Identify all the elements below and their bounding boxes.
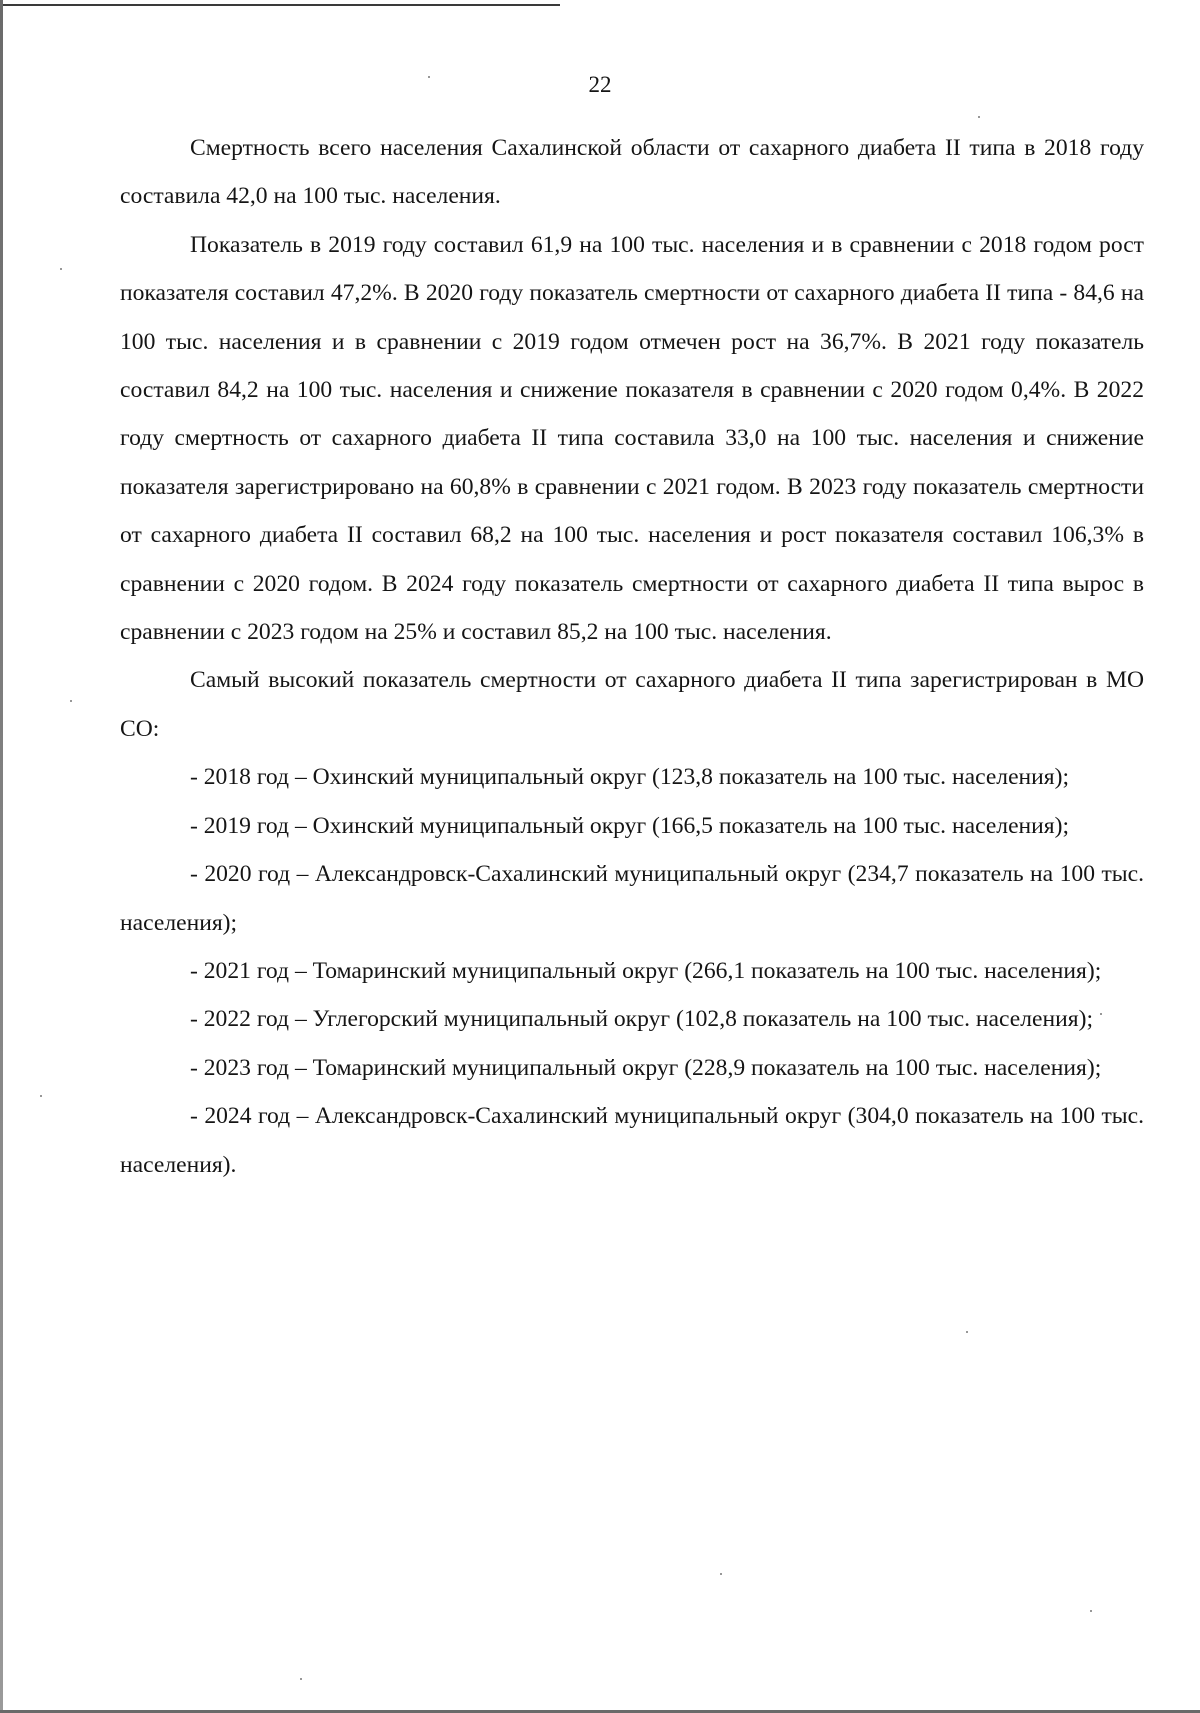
scan-speck xyxy=(60,268,62,270)
scan-speck xyxy=(978,116,980,118)
list-item: - 2018 год – Охинский муниципальный округ (123,8 показатель на 100 тыс. населения); xyxy=(190,764,1070,791)
scan-edge-top xyxy=(0,0,560,6)
scan-speck xyxy=(70,700,72,702)
document-body xyxy=(120,124,1144,1189)
list-item: - 2022 год – Углегорский муниципальный округ (102,8 показатель на 100 тыс. населения); xyxy=(190,1006,1094,1033)
list-item: - 2024 год – Александровск-Сахалинский муниципальный округ (304,0 показатель на 100 тыс. населения). xyxy=(120,1103,1144,1178)
scan-speck xyxy=(428,76,430,78)
scan-speck xyxy=(40,1095,42,1097)
scan-speck xyxy=(300,1678,302,1680)
paragraph-highest-intro: Самый высокий показатель смертности от сахарного диабета II типа зарегистрирован в МО СО: xyxy=(120,667,1144,742)
scan-edge-left xyxy=(0,0,3,1713)
scan-speck xyxy=(1090,1610,1092,1612)
list-item: - 2023 год – Томаринский муниципальный округ (228,9 показатель на 100 тыс. населения); xyxy=(190,1054,1102,1081)
scan-speck xyxy=(720,1573,722,1575)
page-number: 22 xyxy=(588,72,612,97)
scan-speck xyxy=(966,1331,968,1333)
list-item: - 2019 год – Охинский муниципальный округ (166,5 показатель на 100 тыс. населения); xyxy=(190,812,1070,839)
scan-speck xyxy=(1100,1013,1102,1015)
paragraph-intro: Смертность всего населения Сахалинской области от сахарного диабета II типа в 2018 году составила 42,0 на 100 тыс. населения. xyxy=(120,135,1144,210)
list-item: - 2020 год – Александровск-Сахалинский муниципальный округ (234,7 показатель на 100 тыс. населения); xyxy=(120,861,1144,936)
paragraph-dynamics: Показатель в 2019 году составил 61,9 на 100 тыс. населения и в сравнении с 2018 годом рост показателя составил 47,2%. В 2020 году показатель смертности от сахарного диабета II типа - 84,6 на 100 тыс. населения и в сравнении с 2019 годом отмечен рост на 36,7%. В 2021 году показатель составил 84,2 на 100 тыс. населения и снижение показателя в сравнении с 2020 годом 0,4%. В 2022 году смертность от сахарного диабета II типа составила 33,0 на 100 тыс. населения и снижение показателя зарегистрировано на 60,8% в сравнении с 2021 годом. В 2023 году показатель смертности от сахарного диабета II составил 68,2 на 100 тыс. населения и рост показателя составил 106,3% в сравнении с 2020 годом. В 2024 году показатель смертности от сахарного диабета II типа вырос в сравнении с 2023 годом на 25% и составил 85,2 на 100 тыс. населения. xyxy=(120,231,1144,646)
highest-rate-list xyxy=(120,753,1144,1189)
list-item: - 2021 год – Томаринский муниципальный округ (266,1 показатель на 100 тыс. населения); xyxy=(190,957,1102,984)
